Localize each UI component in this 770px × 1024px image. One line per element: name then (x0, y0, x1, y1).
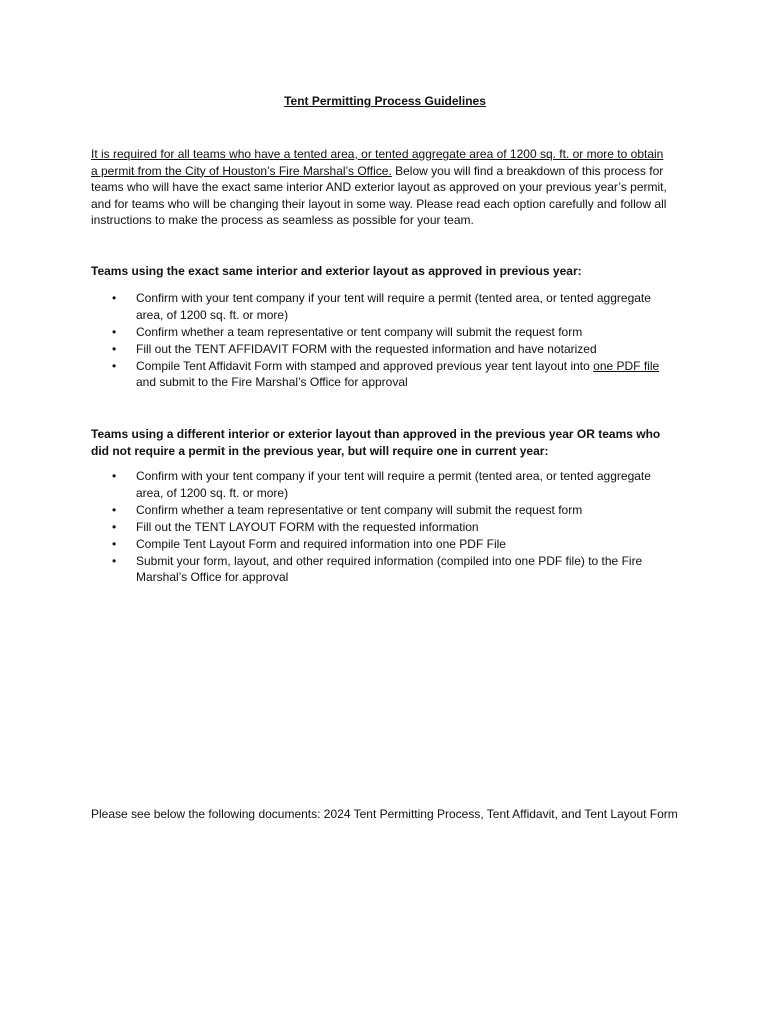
section1-list (91, 290, 681, 391)
list-item-text: Confirm with your tent company if your tent will require a permit (tented area, or tented aggregate area, of 1200 sq. ft. or more) (136, 469, 651, 500)
closing-paragraph: Please see below the following documents: 2024 Tent Permitting Process, Tent Affidavit, and Tent Layout Form (91, 807, 678, 821)
bullet-icon: • (112, 291, 117, 305)
list-item (91, 536, 681, 553)
one-pdf-file-underlined: one PDF file (593, 358, 660, 373)
list-item (91, 468, 681, 501)
intro-paragraph (91, 146, 671, 229)
list-item-text: Fill out the TENT LAYOUT FORM with the requested information (136, 519, 479, 534)
list-item (91, 553, 681, 586)
bullet-icon: • (112, 341, 117, 356)
list-item (91, 324, 681, 341)
bullet-icon: • (112, 469, 117, 483)
list-item-text: Confirm whether a team representative or tent company will submit the request form (136, 502, 583, 517)
list-item (91, 502, 681, 519)
bullet-icon: • (112, 502, 117, 517)
list-item (91, 290, 681, 323)
intro-underlined-text: It is required for all teams who have a tented area, or tented aggregate area of 1200 sq. ft. or more to obtain a permit from the City of Houston’s Fire Marshal’s Office. (91, 147, 664, 178)
bullet-icon: • (112, 358, 117, 373)
bullet-icon: • (112, 519, 117, 534)
page-title: Tent Permitting Process Guidelines (284, 94, 486, 108)
intro-text: Below you will find a breakdown of this process for teams who will have the exact same interior AND exterior layout as approved on your previous year’s permit, and for teams who will be changing their layout in some way. Please read each option carefully and follow all instructions to make the process as seamless as possible for your team. (91, 163, 667, 227)
list-item-text: Confirm with your tent company if your tent will require a permit (tented area, or tented aggregate area, of 1200 sq. ft. or more) (136, 291, 651, 322)
bullet-icon: • (112, 536, 117, 551)
list-item-text-after: and submit to the Fire Marshal’s Office for approval (136, 375, 408, 389)
list-item-text-before: Compile Tent Affidavit Form with stamped and approved previous year tent layout into (136, 358, 594, 373)
list-item-text: Confirm whether a team representative or tent company will submit the request form (136, 324, 583, 339)
bullet-icon: • (112, 324, 117, 339)
list-item-text: Submit your form, layout, and other required information (compiled into one PDF file) to the Fire Marshal’s Office for approval (136, 553, 643, 584)
list-item (91, 519, 681, 536)
list-item-text: Compile Tent Layout Form and required information into one PDF File (136, 536, 506, 551)
list-item-text: Fill out the TENT AFFIDAVIT FORM with the requested information and have notarized (136, 341, 597, 356)
section2-list (91, 468, 681, 586)
list-item (91, 358, 681, 391)
bullet-icon: • (112, 553, 117, 568)
list-item (91, 341, 681, 358)
section2-heading: Teams using a different interior or exterior layout than approved in the previous year OR teams who did not require a permit in the previous year, but will require one in current year: (91, 427, 661, 458)
section1-heading: Teams using the exact same interior and exterior layout as approved in previous year: (91, 264, 582, 278)
